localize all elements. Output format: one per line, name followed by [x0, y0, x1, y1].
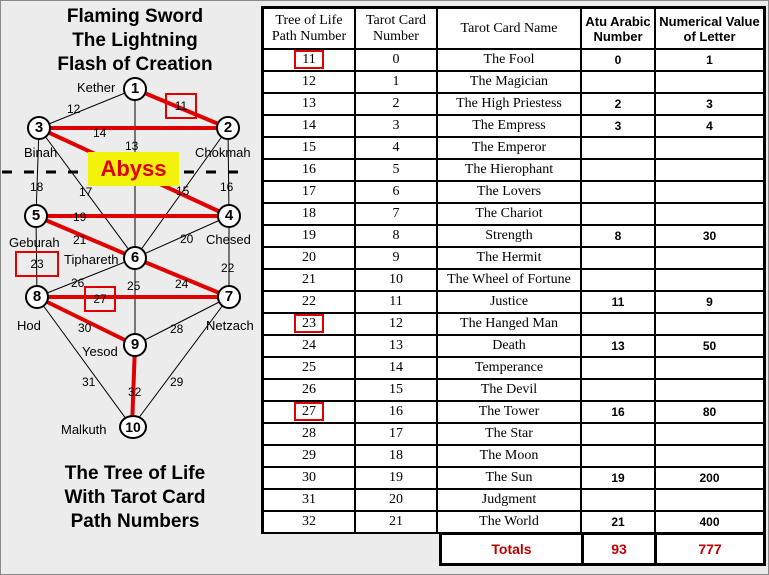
path-label-12: 12 — [67, 102, 81, 116]
cell-atu-number — [582, 380, 656, 402]
cell-card-name: Temperance — [438, 358, 582, 380]
cell-atu-number — [582, 248, 656, 270]
cell-path-number — [264, 204, 356, 226]
path-number: 17 — [302, 184, 316, 199]
cell-path-number — [264, 358, 356, 380]
cell-atu-number — [582, 204, 656, 226]
cell-path-number — [264, 160, 356, 182]
cell-card-name: The Empress — [438, 116, 582, 138]
tarot-table — [264, 9, 763, 532]
totals-value: 777 — [657, 535, 763, 563]
path-label-19: 19 — [73, 210, 87, 224]
cell-path-number — [264, 512, 356, 532]
sephira-1-kether: 1 — [123, 77, 147, 101]
cell-letter-value — [656, 424, 763, 446]
path-23-box: 23 — [15, 251, 59, 277]
highlighted-path-number: 11 — [294, 50, 323, 69]
name-hod: Hod — [17, 318, 41, 333]
cell-path-number — [264, 226, 356, 248]
cell-card-name: Justice — [438, 292, 582, 314]
cell-card-name: The Star — [438, 424, 582, 446]
path-number: 25 — [302, 360, 316, 375]
sephira-3-binah: 3 — [27, 116, 51, 140]
path-number: 29 — [302, 448, 316, 463]
header-card-number: Tarot Card Number — [356, 9, 438, 50]
cell-card-number: 0 — [356, 50, 438, 72]
cell-card-number: 11 — [356, 292, 438, 314]
table-row — [264, 314, 763, 336]
sephira-4-chesed: 4 — [217, 204, 241, 228]
path-label-20: 20 — [180, 232, 194, 246]
cell-card-number: 12 — [356, 314, 438, 336]
cell-atu-number: 19 — [582, 468, 656, 490]
top-title-line-3: Flash of Creation — [57, 54, 213, 75]
abyss-label: Abyss — [88, 152, 179, 186]
cell-card-name: The Wheel of Fortune — [438, 270, 582, 292]
cell-path-number — [264, 72, 356, 94]
cell-card-name: The World — [438, 512, 582, 532]
table-row — [264, 226, 763, 248]
cell-atu-number — [582, 182, 656, 204]
table-row — [264, 182, 763, 204]
cell-card-name: The Hierophant — [438, 160, 582, 182]
path-31-line — [37, 297, 132, 427]
cell-card-number: 4 — [356, 138, 438, 160]
cell-card-name: Strength — [438, 226, 582, 248]
cell-atu-number: 2 — [582, 94, 656, 116]
path-29-line — [132, 297, 229, 427]
path-label-26: 26 — [71, 276, 85, 290]
cell-card-number: 9 — [356, 248, 438, 270]
table-row — [264, 512, 763, 532]
cell-path-number — [264, 270, 356, 292]
path-label-29: 29 — [170, 375, 184, 389]
cell-atu-number: 11 — [582, 292, 656, 314]
cell-card-number: 5 — [356, 160, 438, 182]
name-kether: Kether — [77, 80, 116, 95]
cell-card-name: The Tower — [438, 402, 582, 424]
table-row — [264, 248, 763, 270]
path-label-17: 17 — [79, 185, 93, 199]
cell-card-name: The Moon — [438, 446, 582, 468]
cell-card-name: The Lovers — [438, 182, 582, 204]
cell-path-number — [264, 248, 356, 270]
path-18-line — [36, 128, 39, 216]
path-label-22: 22 — [221, 261, 235, 275]
path-label-30: 30 — [78, 321, 92, 335]
path-number: 15 — [302, 140, 316, 155]
cell-card-name: The Hanged Man — [438, 314, 582, 336]
table-header-row — [264, 9, 763, 50]
table-row — [264, 94, 763, 116]
sephira-7-netzach: 7 — [217, 285, 241, 309]
path-27-box: 27 — [84, 286, 116, 312]
cell-letter-value: 50 — [656, 336, 763, 358]
path-number: 14 — [302, 118, 316, 133]
cell-card-number: 2 — [356, 94, 438, 116]
cell-letter-value: 3 — [656, 94, 763, 116]
cell-card-name: Death — [438, 336, 582, 358]
name-chokmah: Chokmah — [195, 145, 251, 160]
sephira-9-yesod: 9 — [123, 333, 147, 357]
path-label-18: 18 — [30, 180, 44, 194]
cell-atu-number — [582, 314, 656, 336]
cell-atu-number — [582, 446, 656, 468]
cell-letter-value — [656, 248, 763, 270]
name-yesod: Yesod — [82, 344, 118, 359]
totals-label: Totals — [442, 535, 581, 563]
cell-letter-value — [656, 490, 763, 512]
cell-path-number — [264, 314, 356, 336]
table-row — [264, 292, 763, 314]
name-chesed: Chesed — [206, 232, 251, 247]
cell-path-number — [264, 424, 356, 446]
table-row — [264, 336, 763, 358]
top-title-line-2: The Lightning — [72, 30, 198, 51]
table-row — [264, 72, 763, 94]
table-row — [264, 402, 763, 424]
cell-letter-value — [656, 380, 763, 402]
path-number: 31 — [302, 492, 316, 507]
cell-atu-number — [582, 138, 656, 160]
cell-letter-value — [656, 72, 763, 94]
table-row — [264, 116, 763, 138]
cell-letter-value: 80 — [656, 402, 763, 424]
header-atu-number: Atu Arabic Number — [582, 9, 656, 50]
path-number: 19 — [302, 228, 316, 243]
cell-path-number — [264, 292, 356, 314]
table-row — [264, 446, 763, 468]
sephira-5-geburah: 5 — [24, 204, 48, 228]
table-row — [264, 468, 763, 490]
cell-card-number: 3 — [356, 116, 438, 138]
path-11-box: 11 — [165, 93, 197, 119]
path-label-25: 25 — [127, 279, 141, 293]
cell-card-number: 17 — [356, 424, 438, 446]
top-title-line-1: Flaming Sword — [66, 6, 204, 27]
cell-card-number: 16 — [356, 402, 438, 424]
cell-letter-value — [656, 314, 763, 336]
cell-atu-number: 13 — [582, 336, 656, 358]
table-row — [264, 50, 763, 72]
cell-card-name: The Fool — [438, 50, 582, 72]
sephira-8-hod: 8 — [25, 285, 49, 309]
path-label-24: 24 — [175, 277, 189, 291]
sephira-6-tiphareth: 6 — [123, 246, 147, 270]
cell-card-number: 15 — [356, 380, 438, 402]
cell-atu-number — [582, 72, 656, 94]
cell-card-number: 20 — [356, 490, 438, 512]
cell-atu-number — [582, 358, 656, 380]
cell-card-number: 13 — [356, 336, 438, 358]
cell-card-number: 14 — [356, 358, 438, 380]
cell-atu-number — [582, 160, 656, 182]
path-label-32: 32 — [128, 385, 142, 399]
cell-card-name: Judgment — [438, 490, 582, 512]
cell-atu-number: 8 — [582, 226, 656, 248]
name-netzach: Netzach — [206, 318, 254, 333]
cell-path-number — [264, 138, 356, 160]
cell-path-number — [264, 182, 356, 204]
path-label-31: 31 — [82, 375, 96, 389]
path-number: 12 — [302, 74, 316, 89]
sephira-2-chokmah: 2 — [216, 116, 240, 140]
path-label-13: 13 — [125, 139, 139, 153]
path-number: 20 — [302, 250, 316, 265]
cell-atu-number: 3 — [582, 116, 656, 138]
cell-card-number: 1 — [356, 72, 438, 94]
table-row — [264, 138, 763, 160]
bottom-title-line-2: With Tarot Card — [64, 487, 206, 508]
cell-card-number: 18 — [356, 446, 438, 468]
table-row — [264, 380, 763, 402]
path-number: 13 — [302, 96, 316, 111]
path-label-28: 28 — [170, 322, 184, 336]
cell-path-number — [264, 50, 356, 72]
header-path-number: Tree of Life Path Number — [264, 9, 356, 50]
path-number: 22 — [302, 294, 316, 309]
cell-card-name: The Hermit — [438, 248, 582, 270]
cell-card-name: The High Priestess — [438, 94, 582, 116]
table-body — [264, 50, 763, 532]
cell-letter-value — [656, 270, 763, 292]
path-number: 26 — [302, 382, 316, 397]
cell-card-number: 8 — [356, 226, 438, 248]
path-label-15: 15 — [176, 184, 190, 198]
table-row — [264, 490, 763, 512]
cell-atu-number: 16 — [582, 402, 656, 424]
cell-card-name: The Magician — [438, 72, 582, 94]
cell-atu-number — [582, 424, 656, 446]
cell-atu-number: 0 — [582, 50, 656, 72]
cell-letter-value — [656, 446, 763, 468]
path-number: 18 — [302, 206, 316, 221]
cell-letter-value: 1 — [656, 50, 763, 72]
header-card-name: Tarot Card Name — [438, 9, 582, 50]
highlighted-path-number: 23 — [294, 314, 324, 333]
cell-atu-number — [582, 490, 656, 512]
totals-atu: 93 — [584, 535, 654, 563]
cell-letter-value — [656, 204, 763, 226]
table-row — [264, 270, 763, 292]
name-geburah: Geburah — [9, 235, 60, 250]
bottom-title-line-3: Path Numbers — [70, 511, 200, 532]
bottom-title — [20, 462, 250, 534]
path-label-16: 16 — [220, 180, 234, 194]
cell-card-name: The Sun — [438, 468, 582, 490]
name-binah: Binah — [24, 145, 58, 160]
cell-letter-value: 4 — [656, 116, 763, 138]
bottom-title-line-1: The Tree of Life — [64, 463, 206, 484]
cell-card-number: 10 — [356, 270, 438, 292]
cell-card-number: 7 — [356, 204, 438, 226]
cell-card-name: The Devil — [438, 380, 582, 402]
cell-letter-value — [656, 358, 763, 380]
table-row — [264, 358, 763, 380]
cell-letter-value — [656, 138, 763, 160]
cell-letter-value: 200 — [656, 468, 763, 490]
cell-letter-value — [656, 182, 763, 204]
path-number: 24 — [302, 338, 316, 353]
cell-letter-value: 30 — [656, 226, 763, 248]
cell-card-name: The Chariot — [438, 204, 582, 226]
path-number: 32 — [302, 514, 316, 529]
name-malkuth: Malkuth — [61, 422, 107, 437]
cell-card-number: 6 — [356, 182, 438, 204]
cell-path-number — [264, 94, 356, 116]
cell-path-number — [264, 490, 356, 512]
sephira-10-malkuth: 10 — [119, 415, 147, 439]
cell-atu-number — [582, 270, 656, 292]
header-letter-value: Numerical Value of Letter — [656, 9, 763, 50]
cell-path-number — [264, 468, 356, 490]
cell-path-number — [264, 402, 356, 424]
cell-letter-value — [656, 160, 763, 182]
table-row — [264, 160, 763, 182]
table-row — [264, 204, 763, 226]
cell-path-number — [264, 446, 356, 468]
totals-row — [439, 532, 766, 566]
cell-letter-value: 9 — [656, 292, 763, 314]
path-number: 28 — [302, 426, 316, 441]
cell-path-number — [264, 380, 356, 402]
path-label-21: 21 — [73, 233, 87, 247]
name-tiphareth: Tiphareth — [64, 252, 119, 267]
path-number: 16 — [302, 162, 316, 177]
path-number: 30 — [302, 470, 316, 485]
path-number: 21 — [302, 272, 316, 287]
table-row — [264, 424, 763, 446]
cell-atu-number: 21 — [582, 512, 656, 532]
cell-path-number — [264, 116, 356, 138]
cell-card-name: The Emperor — [438, 138, 582, 160]
cell-path-number — [264, 336, 356, 358]
cell-card-number: 21 — [356, 512, 438, 532]
cell-letter-value: 400 — [699, 515, 720, 529]
cell-card-number: 19 — [356, 468, 438, 490]
highlighted-path-number: 27 — [294, 402, 324, 421]
path-label-14: 14 — [93, 126, 107, 140]
